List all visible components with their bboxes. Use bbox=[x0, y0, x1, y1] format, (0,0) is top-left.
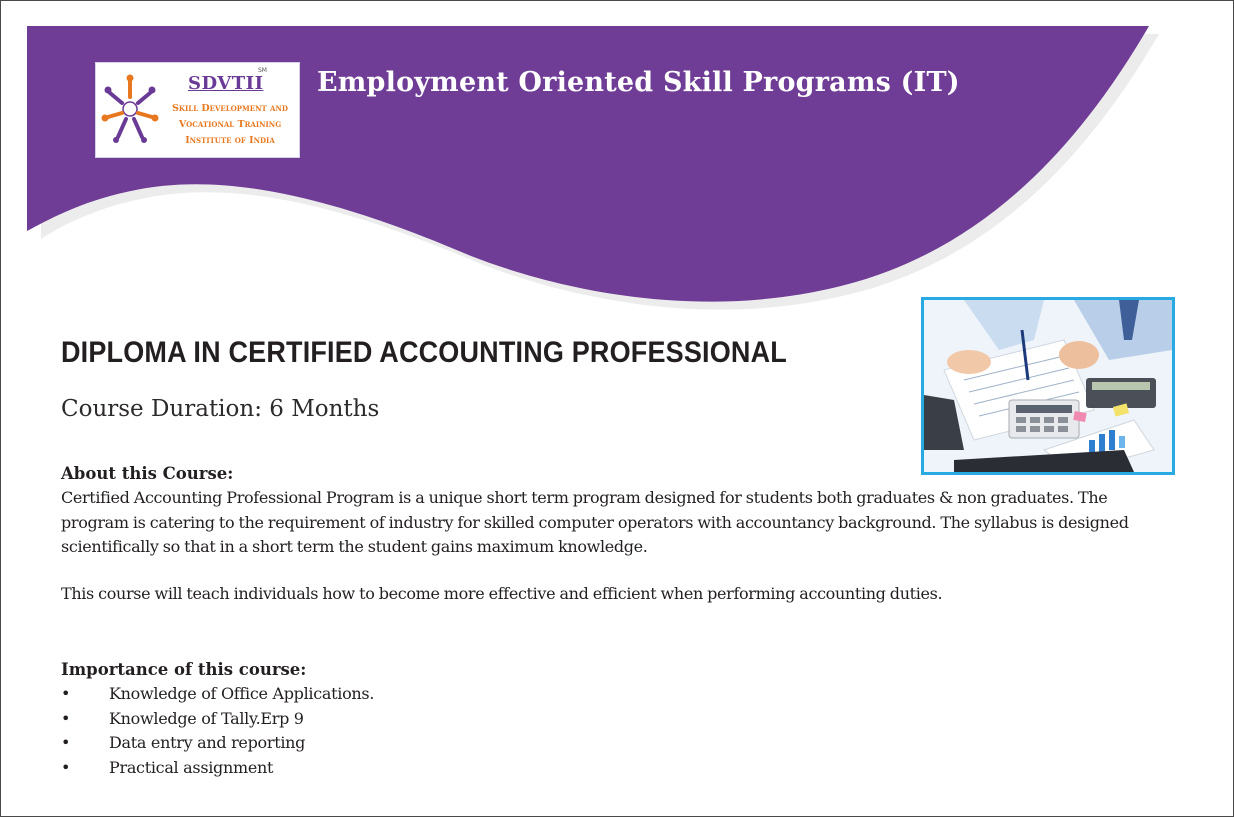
logo-trademark: SM bbox=[258, 67, 267, 74]
course-title: DIPLOMA IN CERTIFIED ACCOUNTING PROFESSIONAL bbox=[61, 336, 787, 369]
course-duration: Course Duration: 6 Months bbox=[61, 396, 380, 422]
accounting-desk-illustration bbox=[924, 300, 1172, 472]
header-wave-banner bbox=[1, 1, 1233, 331]
people-circle-logo-icon bbox=[100, 73, 160, 143]
about-paragraph-2: This course will teach individuals how to become more effective and efficient when performing accounting duties. bbox=[61, 584, 943, 603]
logo-tagline-line: Skill Development and bbox=[172, 103, 288, 114]
about-paragraph: Certified Accounting Professional Program is a unique short term program designed for students both graduates & non graduates. The program is catering to the requirement of industry for skilled computer operators with accountancy background. The syllabus is designed scientifically so that in a short term the student gains maximum knowledge. bbox=[61, 488, 1129, 556]
logo-tagline bbox=[162, 101, 298, 149]
list-item bbox=[61, 682, 1176, 707]
logo-tagline-line: Institute of India bbox=[185, 135, 275, 146]
list-item bbox=[61, 756, 1176, 781]
list-item-text: Knowledge of Tally.Erp 9 bbox=[109, 708, 304, 728]
accounting-desk-photo bbox=[921, 297, 1175, 475]
list-item-text: Data entry and reporting bbox=[109, 733, 306, 752]
importance-section bbox=[61, 658, 1176, 780]
about-heading: About this Course: bbox=[61, 464, 234, 483]
logo-tagline-line: Vocational Training bbox=[178, 119, 282, 130]
program-title: Employment Oriented Skill Programs (IT) bbox=[317, 67, 960, 98]
bullet-icon: • bbox=[61, 684, 71, 703]
list-item-text: Practical assignment bbox=[109, 757, 274, 777]
bullet-icon: • bbox=[61, 757, 71, 777]
list-item bbox=[61, 707, 1176, 732]
bullet-icon: • bbox=[61, 708, 71, 728]
importance-heading: Importance of this course: bbox=[61, 660, 307, 679]
sdvtii-logo bbox=[95, 62, 300, 158]
list-item bbox=[61, 731, 1176, 756]
about-section bbox=[61, 462, 1176, 560]
importance-list bbox=[61, 682, 1176, 780]
bullet-icon: • bbox=[61, 733, 71, 752]
list-item-text: Knowledge of Office Applications. bbox=[109, 684, 375, 703]
logo-name: SDVTII bbox=[188, 73, 264, 94]
